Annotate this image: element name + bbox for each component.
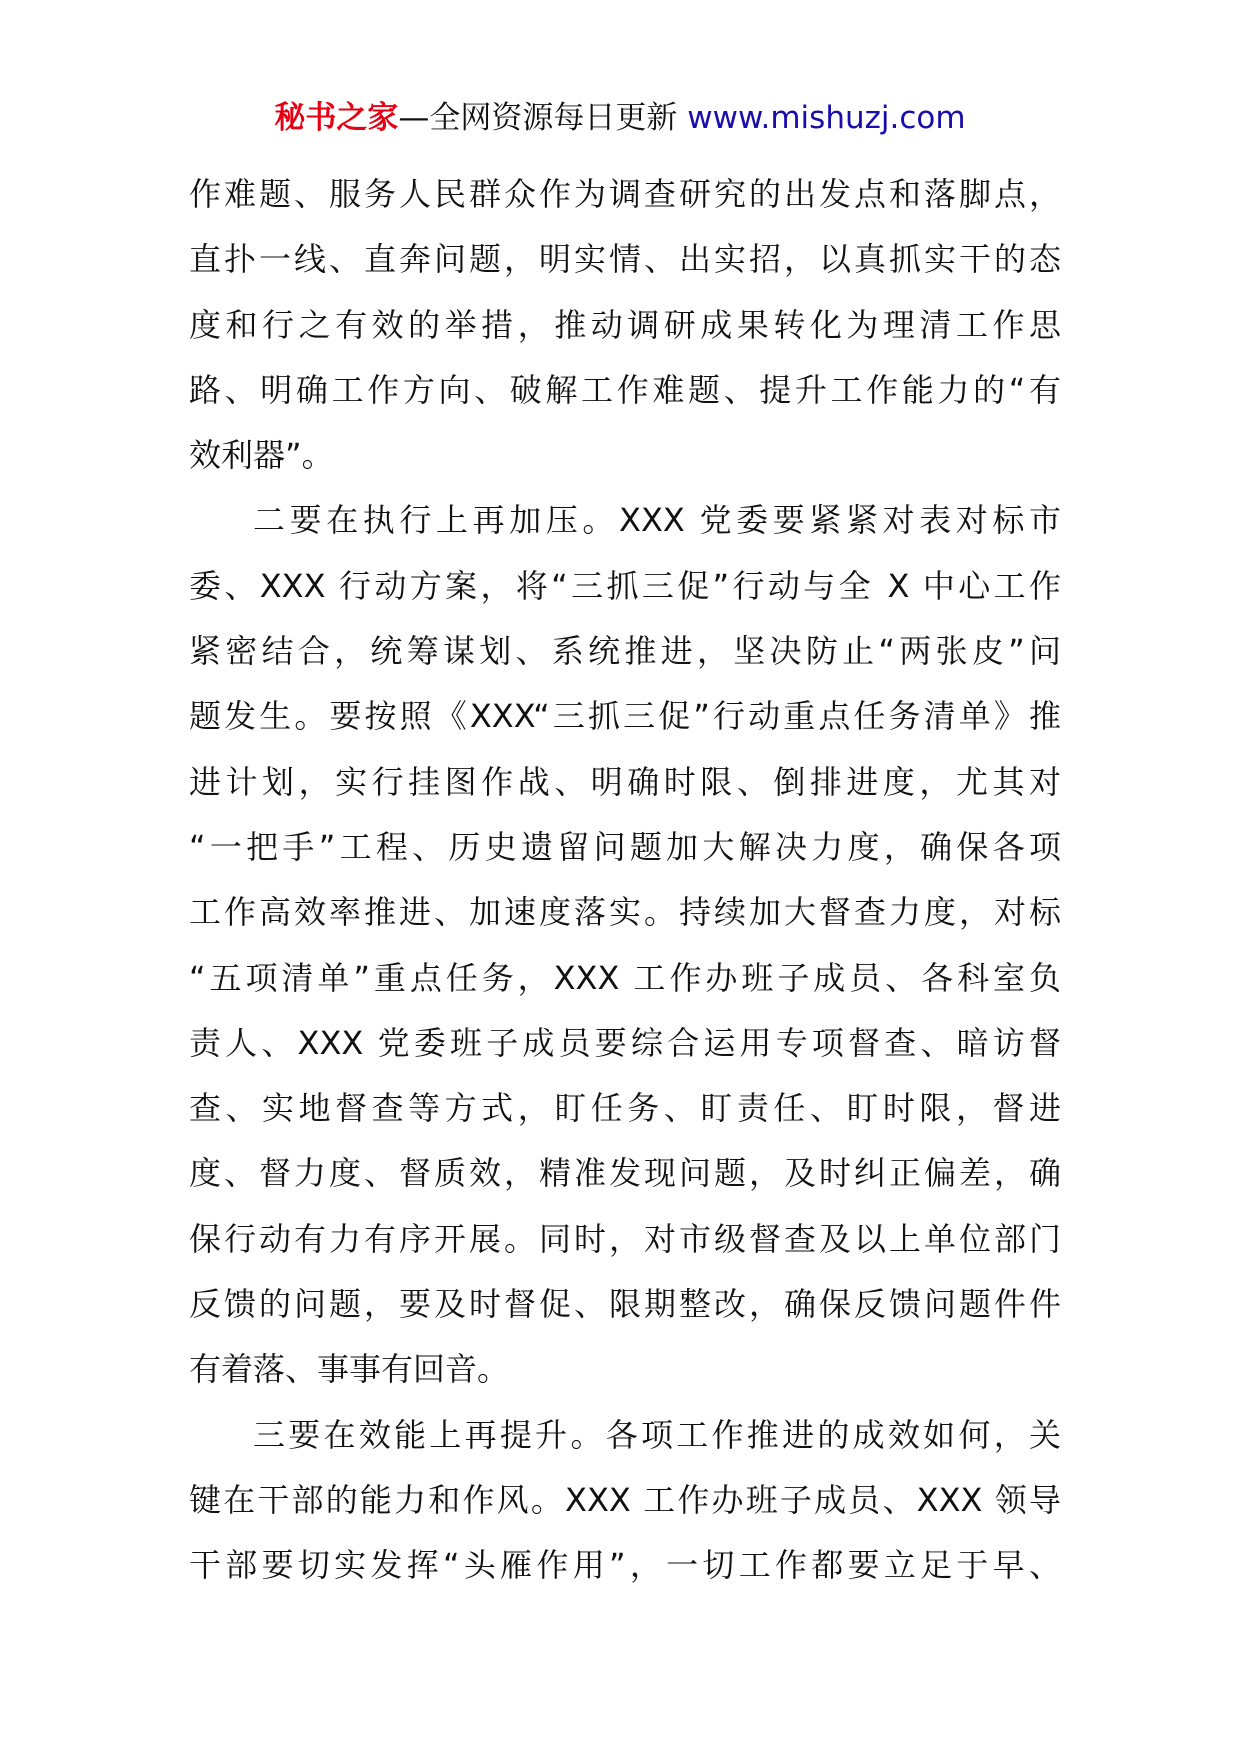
paragraph-start-line: 二要在执行上再加压。XXX 党委要紧紧对表对标市 [253,501,1061,540]
text-line: 责人、XXX 党委班子成员要综合运用专项督查、暗访督 [189,1023,1061,1062]
site-header [0,98,1240,138]
text-line: 进计划，实行挂图作战、明确时限、倒排进度，尤其对 [189,762,1061,801]
text-line: “五项清单”重点任务，XXX 工作办班子成员、各科室负 [189,958,1061,997]
text-line: 有着落、事事有回音。 [189,1350,510,1389]
text-line: 委、XXX 行动方案，将“三抓三促”行动与全 X 中心工作 [189,566,1061,605]
text-line: 干部要切实发挥“头雁作用”，一切工作都要立足于早、 [189,1546,1061,1585]
text-line: 效利器”。 [189,436,334,475]
text-line: 工作高效率推进、加速度落实。持续加大督查力度，对标 [189,893,1061,932]
site-url-link[interactable]: www.mishuzj.com [687,100,966,136]
paragraph-start-line: 三要在效能上再提升。各项工作推进的成效如何，关 [253,1415,1061,1454]
text-line: 紧密结合，统筹谋划、系统推进，坚决防止“两张皮”问 [189,632,1061,671]
site-slogan: —全网资源每日更新 [398,100,678,136]
text-line: 路、明确工作方向、破解工作难题、提升工作能力的“有 [189,370,1061,409]
document-body [189,162,1061,1599]
text-line: 保行动有力有序开展。同时，对市级督查及以上单位部门 [189,1219,1061,1258]
text-line: 键在干部的能力和作风。XXX 工作办班子成员、XXX 领导 [189,1480,1061,1519]
text-line: 度和行之有效的举措，推动调研成果转化为理清工作思 [189,305,1061,344]
text-line: “一把手”工程、历史遗留问题加大解决力度，确保各项 [189,827,1061,866]
site-brand: 秘书之家 [274,100,399,136]
text-line: 作难题、服务人民群众作为调查研究的出发点和落脚点， [189,175,1061,213]
text-line: 查、实地督查等方式，盯任务、盯责任、盯时限，督进 [189,1089,1061,1128]
text-line: 直扑一线、直奔问题，明实情、出实招，以真抓实干的态 [189,240,1061,279]
text-line: 题发生。要按照《XXX“三抓三促”行动重点任务清单》推 [189,697,1061,736]
text-line: 度、督力度、督质效，精准发现问题，及时纠正偏差，确 [189,1154,1061,1193]
text-line: 反馈的问题，要及时督促、限期整改，确保反馈问题件件 [189,1285,1061,1324]
